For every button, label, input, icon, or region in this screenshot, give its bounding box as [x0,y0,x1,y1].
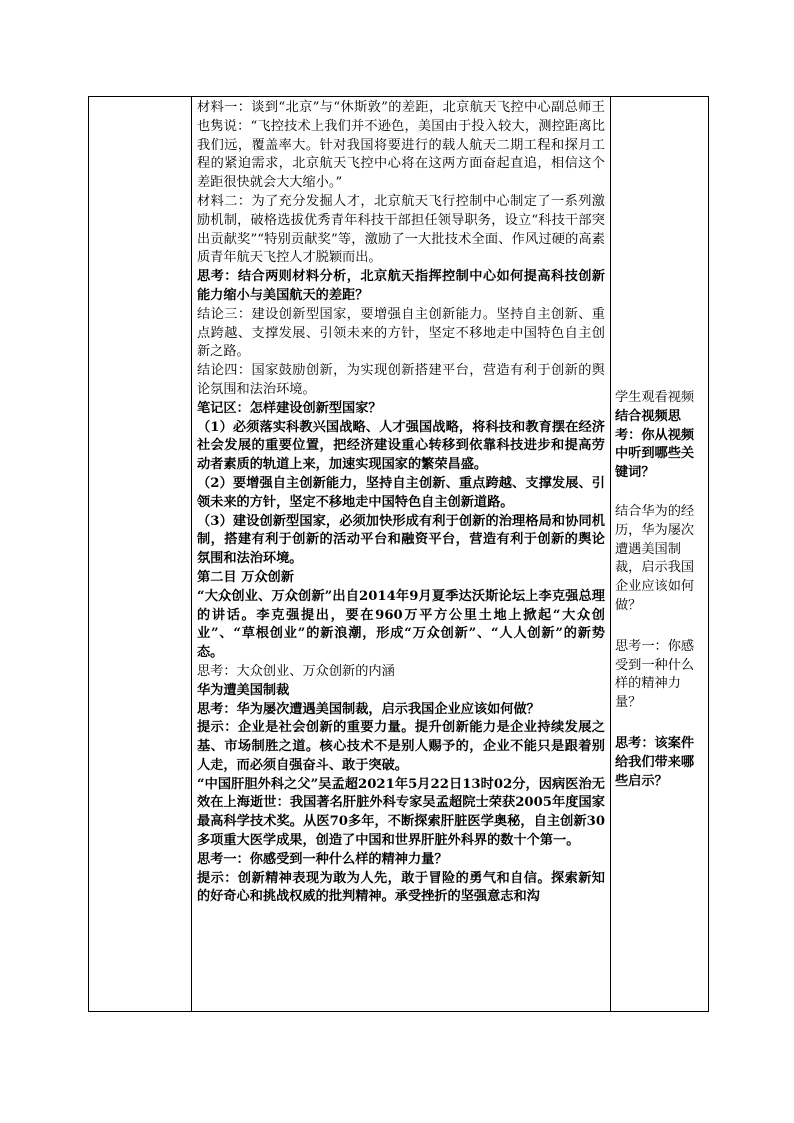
content-paragraph: （1）必须落实科教兴国战略、人才强国战略，将科技和教育摆在经济社会发展的重要位置，把经济建设重心转移到依靠科技进步和提高劳动者素质的轨道上来，加速实现国家的繁荣昌盛。 [197,419,605,473]
content-paragraph: 华为遭美国制裁 [197,682,290,698]
side-note-video-question: 结合视频思考：你从视频中听到哪些关键词？ [615,408,695,481]
content-paragraph: 思考一：你感受到一种什么样的精神力量？ [197,851,448,867]
content-paragraph: 结论三：建设创新型国家，要增强自主创新能力。坚持自主创新、重点跨越、支撑发展、引领未来的方针，坚定不移地走中国特色自主创新之路。 [197,306,605,360]
content-paragraph: 结论四：国家鼓励创新，为实现创新搭建平台，营造有利于创新的舆论氛围和法治环境。 [197,363,605,397]
content-paragraph: 思考：结合两则材料分析，北京航天指挥控制中心如何提高科技创新能力缩小与美国航天的差距？ [197,269,605,303]
side-note-watch-video: 学生观看视频 [615,390,695,405]
content-paragraph: 笔记区：怎样建设创新型国家？ [197,400,382,416]
left-column-cell [89,97,192,1012]
content-paragraph: 材料一：谈到“北京”与“休斯敦”的差距，北京航天飞控中心副总师王也隽说：“飞控技术上我们并不逊色，美国由于投入较大，测控距离比我们远，覆盖率大。针对我国将要进行的载人航天二期工程和探月工程的紧迫需求，北京航天飞控中心将在这两方面奋起直追，相信这个差距很快就会大大缩小。” [197,100,605,191]
right-column-cell [611,97,709,1012]
lesson-content [192,97,610,1011]
content-paragraph: 第二目 万众创新 [197,569,294,585]
content-paragraph: 思考：华为屡次遭遇美国制裁，启示我国企业应该如何做？ [197,701,540,717]
content-paragraph: （2）要增强自主创新能力，坚持自主创新、重点跨越、支撑发展、引领未来的方针，坚定不移地走中国特色自主创新道路。 [197,475,605,510]
content-paragraph: 提示：企业是社会创新的重要力量。提升创新能力是企业持续发展之基、市场制胜之道。核心技术不是别人赐予的，企业不能只是跟着别人走，而必须自强奋斗、敢于突破。 [197,720,605,773]
lesson-table [88,96,709,1012]
content-paragraph: （3）建设创新型国家，必须加快形成有利于创新的治理格局和协同机制，搭建有利于创新的活动平台和融资平台，营造有利于创新的舆论氛围和法治环境。 [197,513,605,567]
side-note-spirit: 思考一：你感受到一种什么样的精神力量？ [615,638,695,711]
side-note-case: 思考：该案件给我们带来哪些启示？ [615,735,695,789]
middle-column-cell [192,97,611,1012]
student-activity [611,389,708,791]
content-paragraph: “中国肝胆外科之父”吴孟超2021年5月22日13时02分，因病医治无效在上海逝世：我国著名肝脏外科专家吴孟超院士荣获2005年度国家最高科学技术奖。从医70多年，不断探索肝脏医学奥秘，自主创新30多项重大医学成果，创造了中国和世界肝脏外科界的数十个第一。 [197,776,605,849]
content-paragraph: 材料二：为了充分发掘人才，北京航天飞行控制中心制定了一系列激励机制，破格选拔优秀青年科技干部担任领导职务，设立“科技干部突出贡献奖”“特别贡献奖”等，激励了一大批技术全面、作风过硬的高素质青年航天飞控人才脱颖而出。 [197,193,605,266]
side-note-huawei: 结合华为的经历，华为屡次遭遇美国制裁，启示我国企业应该如何做？ [615,503,695,613]
content-paragraph: “大众创业、万众创新”出自2014年9月夏季达沃斯论坛上李克强总理的讲话。李克强提出，要在960万平方公里土地上掀起“大众创业”、“草根创业”的新浪潮，形成“万众创新”、“人人创新”的新势态。 [197,588,605,661]
content-paragraph: 提示：创新精神表现为敢为人先，敢于冒险的勇气和自信。探索新知的好奇心和挑战权威的批判精神。承受挫折的坚强意志和沟 [197,870,605,905]
content-paragraph: 思考：大众创业、万众创新的内涵 [197,663,395,679]
